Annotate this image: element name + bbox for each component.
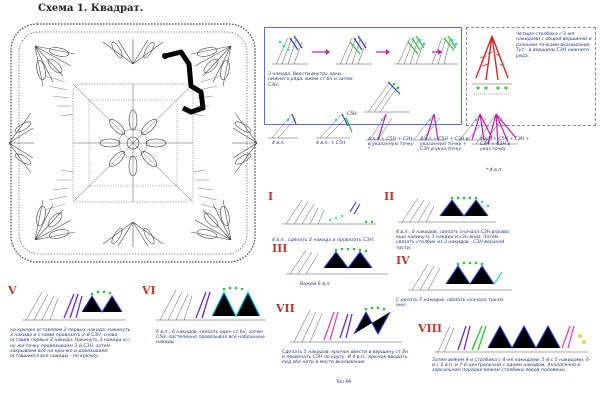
signature: Ton-PA [336, 380, 352, 385]
step-roman-7: VII [276, 302, 295, 315]
step-6-diagram [154, 280, 270, 326]
row2-label-3: С5Н [347, 112, 357, 117]
top-left-caption: 3 накида. Ввести внутрь арки нижнего ряда, вжем ст.6н и затем С3Н; [268, 72, 353, 88]
page-title: Схема 1. Квадрат. [38, 3, 144, 14]
step-6-caption: 6 в.п., 6 накидов, связать один ст.6н, затем С5Н, постепенно провязывая все набранные накиды [156, 330, 265, 346]
row2-label-2: 4 в.п. + С5Н [316, 141, 346, 146]
row2-label-4: 4 в.п.+ С5Н + С3Н в указанную точку * [368, 137, 414, 153]
step-1-diagram [280, 194, 380, 230]
step-3-diagram [284, 244, 392, 280]
step-4-left-caption: 4 в.п., сделать 3 накида и провязать С3Н; [272, 238, 375, 243]
step-8-diagram [432, 316, 592, 356]
step-roman-4: IV [396, 254, 410, 267]
row2-label-5: 4 в.п.+ С5Н + С3Н в указанную точку + С3Н в указ.точку [420, 137, 469, 153]
step-roman-1: I [268, 190, 274, 203]
red-fan-diagram [470, 32, 514, 102]
step-roman-3: III [272, 242, 288, 255]
inner-grid [73, 84, 193, 202]
step-5-diagram [20, 282, 130, 326]
step-5-caption: на крючке оставляем 2 первых накида: накинуть 3 накида и с ними провязать 2-й С3Н, снова оставив первых 2 накида. Накинуть 3 накида и с ну же точку провязываем 3-й С3Н. затем закрываем все на крючке и довязываем оставшиеся все накиды - по крючку. [10, 328, 131, 360]
row2-label-6: 4 в.п.+ С5Н + С3Н + С3Н + С3Н в указ.точку [480, 137, 530, 153]
top-right-caption: Четыре столбика с 3-мя накидами с общей вершиной и разными точками вкалывания. Тут - в вершины С3Н нижнего ряда. [516, 32, 592, 59]
step-7-diagram [288, 298, 406, 348]
top-step-diagram-last [428, 30, 460, 70]
step-4-caption: С делать 5 накидов. связать сначала три из них; [396, 298, 504, 309]
square-diagram [5, 16, 263, 271]
highlight-path [165, 52, 203, 112]
row2-label-1: 4 в.п. [272, 141, 286, 146]
row2-star-caption: * 4 в.п. [486, 168, 503, 173]
step-3-caption: Вяжем 6 в.п. [300, 282, 331, 287]
step-roman-5: V [8, 284, 17, 297]
step-4-diagram [406, 256, 516, 296]
step-8-caption: Затем вяжем 4-и столбика с 4-мя накидами: 5-й с 5 накидами, 6-й с 2 в.п. и 7-й центральный с одним накидом. Аналогично в зеркальном порядке вяжем столбики левой половины [432, 358, 591, 374]
step-roman-6: VI [142, 284, 156, 297]
step-7-caption: Сделать 5 накидов, крючок ввести в вершину ст.6н и провязать С5Н по кругу. И 4 в.п., крючок вводить под обе нити в месте вкалывания [282, 350, 409, 366]
step-2-diagram [396, 192, 502, 228]
step-roman-8: VIII [418, 322, 442, 335]
step-2-caption: 4 в.п., 6 накидов, связать сначала С3Н вправо, еще накинуть 3 накида и с3н вниз. Затем связать столбик из 3 накидов - С3Н верхней части; [396, 230, 511, 251]
step-roman-2: II [384, 190, 395, 203]
